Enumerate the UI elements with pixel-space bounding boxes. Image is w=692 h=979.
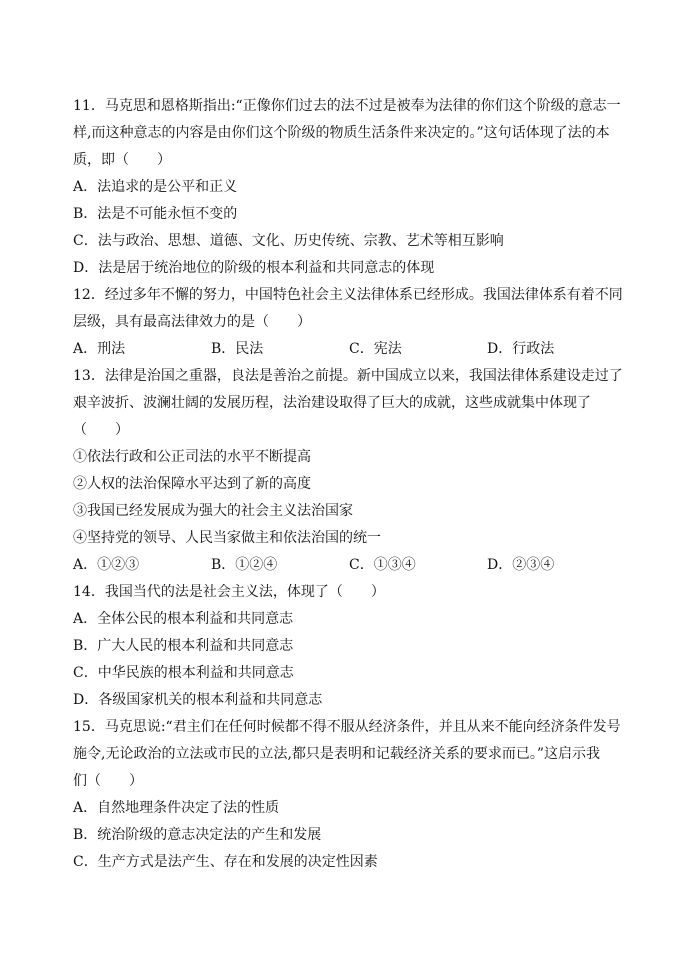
question-stem-line: 14．我国当代的法是社会主义法，体现了（ ）	[73, 584, 385, 600]
answer-option: D．②③④	[487, 557, 555, 573]
answer-option: A．自然地理条件决定了法的性质	[73, 800, 280, 816]
question-stem-line: 12．经过多年不懈的努力，中国特色社会主义法律体系已经形成。我国法律体系有着不同	[73, 287, 623, 303]
answer-option: B．民法	[211, 341, 264, 357]
answer-option: C．法与政治、思想、道德、文化、历史传统、宗教、艺术等相互影响	[73, 233, 504, 249]
question-stem-line: 艰辛波折、波澜壮阔的发展历程，法治建设取得了巨大的成就，这些成就集中体现了	[73, 395, 591, 411]
statement-item: ④坚持党的领导、人民当家做主和依法治国的统一	[73, 530, 381, 546]
question-stem-line: 层级，具有最高法律效力的是（ ）	[73, 314, 311, 330]
answer-options-row	[73, 552, 625, 579]
question-14	[73, 579, 625, 714]
statement-item: ③我国已经发展成为强大的社会主义法治国家	[73, 503, 353, 519]
answer-option: C．①③④	[349, 557, 416, 573]
answer-option: B．广大人民的根本利益和共同意志	[73, 638, 294, 654]
questions-content	[73, 93, 625, 876]
question-stem-line: 13．法律是治国之重器，良法是善治之前提。新中国成立以来，我国法律体系建设走过了	[73, 368, 623, 384]
answer-option: D．行政法	[487, 341, 555, 357]
question-stem-line: 施令,无论政治的立法或市民的立法,都只是表明和记载经济关系的要求而已。”这启示我	[73, 746, 601, 762]
answer-option: D．各级国家机关的根本利益和共同意志	[73, 692, 323, 708]
question-stem-line: 11．马克思和恩格斯指出:“正像你们过去的法不过是被奉为法律的你们这个阶级的意志一	[73, 98, 621, 114]
answer-option: D．法是居于统治地位的阶级的根本利益和共同意志的体现	[73, 260, 435, 276]
question-13	[73, 363, 625, 579]
question-11	[73, 93, 625, 282]
answer-option: B．法是不可能永恒不变的	[73, 206, 238, 222]
answer-option: B．①②④	[211, 557, 278, 573]
question-stem-line: 样,而这种意志的内容是由你们这个阶级的物质生活条件来决定的。”这句话体现了法的本	[73, 125, 610, 141]
question-stem-line: 15．马克思说:“君主们在任何时候都不得不服从经济条件，并且从来不能向经济条件发号	[73, 719, 621, 735]
answer-option: B．统治阶级的意志决定法的产生和发展	[73, 827, 322, 843]
question-stem-line: 们（ ）	[73, 773, 143, 789]
statement-item: ②人权的法治保障水平达到了新的高度	[73, 476, 311, 492]
answer-option: C．中华民族的根本利益和共同意志	[73, 665, 294, 681]
answer-option: C．宪法	[349, 341, 402, 357]
question-stem-line: （ ）	[73, 422, 129, 438]
answer-option: A．①②③	[73, 557, 140, 573]
answer-option: A．全体公民的根本利益和共同意志	[73, 611, 294, 627]
question-12	[73, 282, 625, 363]
answer-option: A．法追求的是公平和正义	[73, 179, 238, 195]
question-stem-line: 质，即（ ）	[73, 152, 171, 168]
answer-option: A．刑法	[73, 341, 126, 357]
answer-options-row	[73, 336, 625, 363]
question-15	[73, 714, 625, 876]
answer-option: C．生产方式是法产生、存在和发展的决定性因素	[73, 854, 378, 870]
statement-item: ①依法行政和公正司法的水平不断提高	[73, 449, 311, 465]
